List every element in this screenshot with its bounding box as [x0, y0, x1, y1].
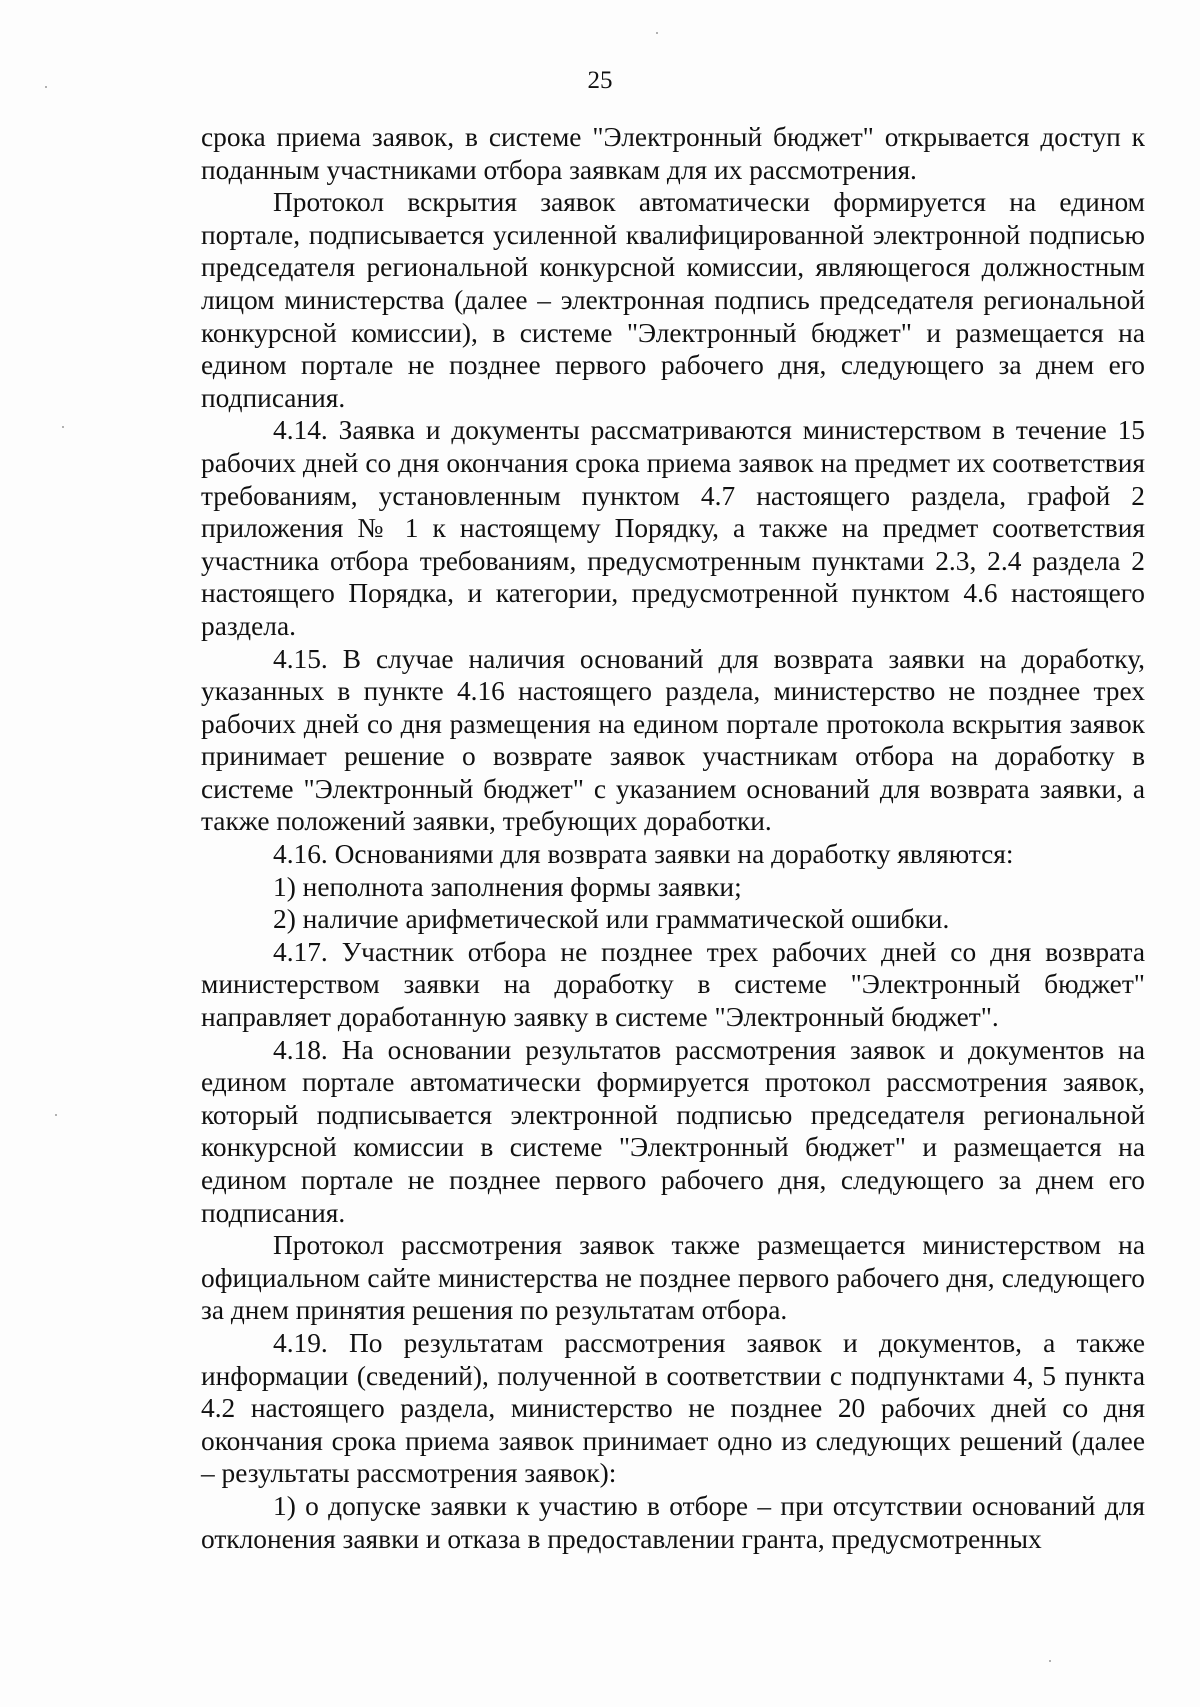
paragraph-review-protocol: Протокол рассмотрения заявок также размещается министерством на официальном сайте министерства не позднее первого рабочего дня, следующего за днем принятия решения по результатам отбора.	[201, 1230, 1145, 1326]
paragraph-4-15: 4.15. В случае наличия оснований для возврата заявки на доработку, указанных в пункте 4.16 настоящего раздела, министерство не позднее трех рабочих дней со дня размещения на едином портале протокола вскрытия заявок принимает решение о возврате заявок участникам отбора на доработку в системе "Электронный бюджет" с указанием оснований для возврата заявки, а также положений заявки, требующих доработки.	[201, 643, 1145, 837]
list-item-4-16-2: 2) наличие арифметической или грамматической ошибки.	[273, 904, 950, 935]
scan-speck	[1049, 1660, 1051, 1662]
scan-speck	[62, 426, 64, 428]
paragraph-opening-protocol: Протокол вскрытия заявок автоматически формируется на едином портале, подписывается усиленной квалифицированной электронной подписью председателя региональной конкурсной комиссии, являющегося должностным лицом министерства (далее – электронная подпись председателя региональной конкурсной комиссии), в системе "Электронный бюджет" и размещается на едином портале не позднее первого рабочего дня, следующего за днем его подписания.	[201, 187, 1145, 413]
paragraph-4-17: 4.17. Участник отбора не позднее трех рабочих дней со дня возврата министерством заявки на доработку в системе "Электронный бюджет" направляет доработанную заявку в системе "Электронный бюджет".	[201, 936, 1145, 1033]
scan-speck	[45, 86, 47, 88]
page-number: 25	[587, 67, 613, 94]
paragraph-4-14: 4.14. Заявка и документы рассматриваются министерством в течение 15 рабочих дней со дня окончания срока приема заявок на предмет их соответствия требованиям, установленным пунктом 4.7 настоящего раздела, графой 2 приложения № 1 к настоящему Порядку, а также на предмет соответствия участника отбора требованиям, предусмотренным пунктами 2.3, 2.4 раздела 2 настоящего Порядка, и категории, предусмотренной пунктом 4.6 настоящего раздела.	[201, 415, 1145, 641]
scan-speck	[656, 32, 658, 34]
document-body	[201, 121, 1145, 1555]
paragraph-4-19: 4.19. По результатам рассмотрения заявок и документов, а также информации (сведений), полученной в соответствии с подпунктами 4, 5 пункта 4.2 настоящего раздела, министерство не позднее 20 рабочих дней со дня окончания срока приема заявок принимает одно из следующих решений (далее – результаты рассмотрения заявок):	[201, 1327, 1145, 1489]
list-item-4-16-1: 1) неполнота заполнения формы заявки;	[273, 871, 742, 902]
paragraph-4-16: 4.16. Основаниями для возврата заявки на доработку являются:	[273, 839, 1014, 870]
scan-speck	[55, 1114, 57, 1116]
paragraph-4-18: 4.18. На основании результатов рассмотрения заявок и документов на едином портале автоматически формируется протокол рассмотрения заявок, который подписывается электронной подписью председателя региональной конкурсной комиссии в системе "Электронный бюджет" и размещается на едином портале не позднее первого рабочего дня, следующего за днем его подписания.	[201, 1034, 1145, 1228]
paragraph-continuation: срока приема заявок, в системе "Электронный бюджет" открывается доступ к поданным участниками отбора заявкам для их рассмотрения.	[201, 122, 1145, 185]
list-item-4-19-1: 1) о допуске заявки к участию в отборе – при отсутствии оснований для отклонения заявки и отказа в предоставлении гранта, предусмотренных	[201, 1490, 1145, 1554]
